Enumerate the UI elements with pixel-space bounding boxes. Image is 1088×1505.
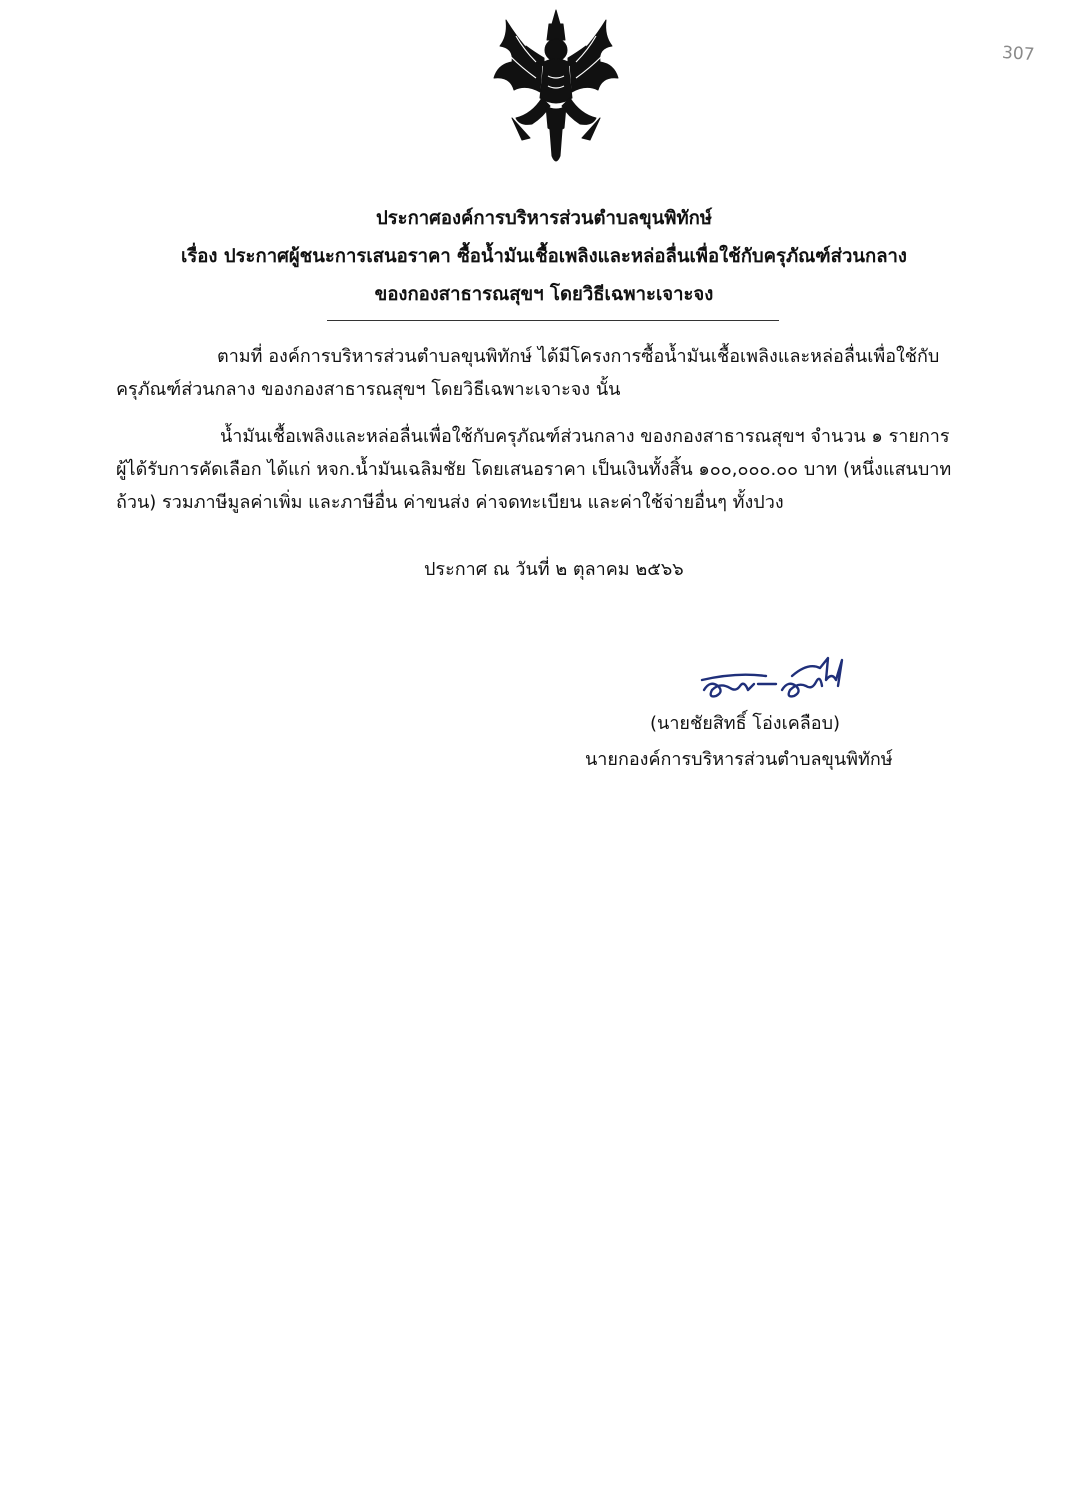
garuda-emblem-icon bbox=[486, 6, 626, 170]
body-paragraph-1 bbox=[116, 340, 939, 406]
body-paragraph-2 bbox=[116, 420, 951, 519]
handwritten-signature bbox=[696, 650, 856, 708]
body-paragraph-2-line: ผู้ได้รับการคัดเลือก ได้แก่ หจก.น้ำมันเฉลิมชัย โดยเสนอราคา เป็นเงินทั้งสิ้น ๑๐๐,๐๐๐.๐๐ บาท (หนึ่งแสนบาท bbox=[116, 459, 952, 480]
body-paragraph-2-line: น้ำมันเชื้อเพลิงและหล่อลื่นเพื่อใช้กับครุภัณฑ์ส่วนกลาง ของกองสาธารณสุขฯ จำนวน ๑ รายการ bbox=[220, 426, 950, 447]
signer-name: (นายชัยสิทธิ์ โอ่งเคลือบ) bbox=[650, 713, 841, 734]
heading-title: ประกาศองค์การบริหารส่วนตำบลขุนพิทักษ์ bbox=[375, 208, 713, 229]
body-paragraph-1-line: ครุภัณฑ์ส่วนกลาง ของกองสาธารณสุขฯ โดยวิธีเฉพาะเจาะจง นั้น bbox=[116, 379, 621, 400]
body-paragraph-1-line: ตามที่ องค์การบริหารส่วนตำบลขุนพิทักษ์ ได้มีโครงการซื้อน้ำมันเชื้อเพลิงและหล่อลื่นเพื่อใช้กับ bbox=[217, 346, 940, 367]
heading-subject: เรื่อง ประกาศผู้ชนะการเสนอราคา ซื้อน้ำมันเชื้อเพลิงและหล่อลื่นเพื่อใช้กับครุภัณฑ์ส่วนกลาง bbox=[181, 246, 907, 267]
page-number: 307 bbox=[1001, 42, 1036, 66]
signer-title: นายกองค์การบริหารส่วนตำบลขุนพิทักษ์ bbox=[585, 749, 893, 770]
heading-subject-continued: ของกองสาธารณสุขฯ โดยวิธีเฉพาะเจาะจง bbox=[374, 284, 714, 305]
heading-divider bbox=[327, 320, 779, 321]
body-paragraph-2-line: ถ้วน) รวมภาษีมูลค่าเพิ่ม และภาษีอื่น ค่าขนส่ง ค่าจดทะเบียน และค่าใช้จ่ายอื่นๆ ทั้งปวง bbox=[116, 492, 784, 513]
announcement-date: ประกาศ ณ วันที่ ๒ ตุลาคม ๒๕๖๖ bbox=[424, 559, 684, 580]
announcement-heading bbox=[0, 200, 1088, 314]
